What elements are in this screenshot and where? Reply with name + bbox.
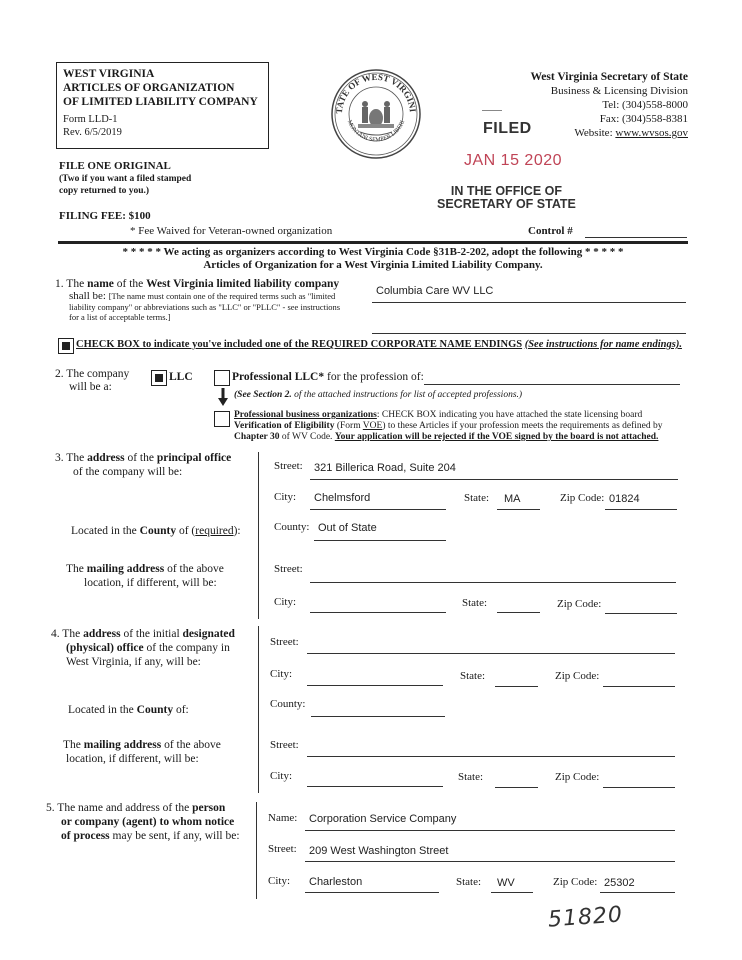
s4-street-field[interactable]: [307, 653, 675, 654]
form-title-box: [56, 62, 269, 149]
s3-county-prompt-d: required: [195, 525, 234, 537]
file-one-note2: copy returned to you.): [59, 186, 150, 196]
s3-mailing-2: location, if different, will be:: [84, 577, 217, 589]
professional-llc-label: Professional LLC*: [232, 371, 325, 383]
s3-zip-field[interactable]: [605, 509, 677, 510]
pbo-title: Professional business organizations: [234, 410, 377, 420]
s3-street-label: Street:: [274, 460, 303, 472]
s5-street-label: Street:: [268, 843, 297, 855]
s3-city-field[interactable]: [310, 509, 446, 510]
s4-mailing-c: of the above: [164, 739, 221, 751]
s4-mstreet-label: Street:: [270, 739, 299, 751]
section1-label-b: of the: [116, 278, 144, 290]
s3-street-field[interactable]: [310, 479, 678, 480]
s5-name-value[interactable]: Corporation Service Company: [309, 813, 457, 825]
llc-name-value[interactable]: Columbia Care WV LLC: [376, 285, 494, 297]
section3-number: 3.: [55, 452, 64, 464]
file-one-note1: (Two if you want a filed stamped: [59, 173, 192, 184]
llc-name-field-line2[interactable]: [372, 333, 686, 334]
s4-county-field[interactable]: [311, 716, 445, 717]
section1-note3: for a list of acceptable terms.]: [69, 312, 171, 322]
s5-zip-label: Zip Code:: [553, 876, 598, 888]
s3-mstreet-field[interactable]: [310, 582, 676, 583]
s3-county-field[interactable]: [314, 540, 446, 541]
name-ending-note: (See instructions for name endings).: [524, 339, 682, 350]
s3-county-label: County:: [274, 521, 310, 533]
section3-divider: [258, 452, 259, 619]
s3-city-value[interactable]: Chelmsford: [314, 492, 371, 504]
s4-mailing-b: mailing address: [83, 739, 162, 751]
section5-label2: or company (agent) to whom notice: [61, 816, 235, 828]
s4-state-label: State:: [460, 670, 486, 682]
s4-county-label: County:: [270, 698, 306, 710]
professional-llc-rest: for the profession of:: [327, 371, 424, 383]
website-label: Website:: [574, 127, 613, 139]
section1-note1: [The name must contain one of the required terms such as "limited: [108, 291, 336, 301]
office-fax: Fax: (304)558-8381: [599, 113, 688, 125]
s3-mzip-field[interactable]: [605, 613, 677, 614]
office-division: Business & Licensing Division: [550, 85, 688, 97]
s4-city-field[interactable]: [307, 685, 443, 686]
s4-mstate-field[interactable]: [495, 787, 538, 788]
s3-mzip-label: Zip Code:: [557, 598, 602, 610]
section4-label2b: of the company in: [146, 642, 230, 654]
form-title-line3: OF LIMITED LIABILITY COMPANY: [63, 96, 258, 108]
s5-street-value[interactable]: 209 West Washington Street: [309, 845, 449, 857]
s5-state-field[interactable]: [491, 892, 533, 893]
section2-number: 2.: [55, 368, 64, 380]
pbo-text3c: Your application will be rejected if the VOE signed by the board is not attached.: [334, 432, 659, 442]
control-label: Control #: [528, 225, 573, 237]
section2-label2: will be a:: [69, 381, 112, 393]
pbo-text2b: (Form: [336, 421, 361, 431]
section4-label2a: (physical) office: [66, 642, 144, 654]
section3-label2: of the company will be:: [73, 466, 183, 478]
section5-divider: [256, 802, 257, 899]
section1-label-a: The: [66, 278, 85, 290]
s4-mailing-a: The: [63, 739, 81, 751]
header-divider: [58, 241, 688, 244]
section1-label-name: name: [87, 278, 114, 290]
s5-street-field[interactable]: [305, 861, 675, 862]
stamp-office-line2: SECRETARY OF STATE: [437, 197, 576, 211]
s5-state-value[interactable]: WV: [497, 877, 515, 889]
seal-text-top: TATE OF WEST VIRGINI: [333, 71, 418, 115]
state-seal: [330, 68, 422, 160]
llc-label: LLC: [169, 371, 193, 383]
handwritten-annotation: 51820: [547, 902, 624, 933]
section5-label1a: The name and address of the: [57, 802, 190, 814]
name-ending-label: CHECK BOX to indicate you've included one of the REQUIRED CORPORATE NAME ENDINGS: [76, 339, 523, 350]
s3-mcity-field[interactable]: [310, 612, 446, 613]
s4-county-prompt-c: of:: [175, 704, 189, 716]
s4-mailing-2: location, if different, will be:: [66, 753, 199, 765]
s3-mstate-label: State:: [462, 597, 488, 609]
voe-checkbox[interactable]: [214, 411, 230, 427]
form-title-line2: ARTICLES OF ORGANIZATION: [63, 82, 235, 94]
s5-state-label: State:: [456, 876, 482, 888]
s3-county-prompt-e: ):: [233, 525, 241, 537]
s4-mstreet-field[interactable]: [307, 756, 675, 757]
s4-city-label: City:: [270, 668, 293, 680]
s3-mcity-label: City:: [274, 596, 297, 608]
s4-mstate-label: State:: [458, 771, 484, 783]
section3-label1c: of the: [127, 452, 154, 464]
file-one-original: FILE ONE ORIGINAL: [59, 160, 171, 172]
section4-divider: [258, 626, 259, 793]
s3-state-field[interactable]: [497, 509, 540, 510]
section1-note2: liability company" or abbreviations such as "LLC" or "PLLC" - see instructions: [69, 301, 341, 312]
llc-name-field[interactable]: [372, 302, 686, 303]
svg-text:STATE OF WEST VIRGINIA: [330, 68, 418, 114]
pbo-text3a: Chapter 30: [234, 432, 280, 442]
form-revision: Rev. 6/5/2019: [63, 127, 122, 138]
s4-street-label: Street:: [270, 636, 299, 648]
pbo-text2a: Verification of Eligibility: [234, 421, 335, 431]
s4-county-prompt-b: County: [136, 704, 174, 716]
section3-label1b: address: [87, 452, 125, 464]
s3-mstate-field[interactable]: [497, 612, 540, 613]
section5-label3a: of process: [61, 830, 110, 842]
filed-stamp: FILED: [483, 120, 532, 137]
form-number: Form LLD-1: [63, 114, 118, 125]
see-section-label: (See Section 2.: [234, 390, 292, 400]
s4-mcity-label: City:: [270, 770, 293, 782]
seal-text-bottom: MONTANI SEMPER LIBERI: [345, 119, 407, 144]
down-arrow-icon: [218, 388, 228, 406]
s4-mzip-field[interactable]: [603, 787, 675, 788]
llc-checkbox[interactable]: [151, 370, 167, 386]
section4-label1a: The: [62, 628, 81, 640]
section1-label-wv: West Virginia limited liability company: [146, 278, 340, 290]
section5-label3b: may be sent, if any, will be:: [112, 830, 240, 842]
s5-city-value[interactable]: Charleston: [309, 876, 363, 888]
s5-zip-value[interactable]: 25302: [604, 877, 635, 889]
s5-city-field[interactable]: [305, 892, 439, 893]
section4-number: 4.: [51, 628, 60, 640]
name-ending-checkbox[interactable]: [58, 338, 74, 354]
s3-city-label: City:: [274, 491, 297, 503]
see-section-rest: of the attached instructions for list of accepted professions.): [294, 390, 523, 400]
s3-state-value[interactable]: MA: [504, 493, 521, 505]
control-number-field[interactable]: [585, 237, 687, 238]
s3-zip-label: Zip Code:: [560, 492, 605, 504]
website-link[interactable]: www.wvsos.gov: [615, 127, 688, 139]
s5-name-field[interactable]: [305, 830, 675, 831]
s4-mzip-label: Zip Code:: [555, 771, 600, 783]
profession-field[interactable]: [424, 384, 680, 385]
s3-county-prompt-c: of (: [178, 525, 196, 537]
stamp-mark: [482, 110, 502, 111]
s3-mailing-b: mailing address: [86, 563, 165, 575]
filed-date-stamp: JAN 15 2020: [464, 152, 563, 169]
s3-county-value[interactable]: Out of State: [318, 522, 377, 534]
pbo-text3b: of WV Code.: [281, 432, 333, 442]
section3-label1a: The: [66, 452, 85, 464]
s3-street-value[interactable]: 321 Billerica Road, Suite 204: [314, 462, 456, 474]
s3-mailing-c: of the above: [167, 563, 224, 575]
s5-city-label: City:: [268, 875, 291, 887]
section4-label1c: of the initial: [123, 628, 180, 640]
section4-label1d: designated: [182, 628, 235, 640]
s3-county-prompt-b: County: [139, 525, 177, 537]
preamble-line2: Articles of Organization for a West Virginia Limited Liability Company.: [203, 258, 543, 271]
s4-zip-field[interactable]: [603, 686, 675, 687]
professional-llc-checkbox[interactable]: [214, 370, 230, 386]
section1-shall-be: shall be:: [69, 290, 106, 302]
s4-state-field[interactable]: [495, 686, 538, 687]
section5-number: 5.: [46, 802, 55, 814]
s3-mstreet-label: Street:: [274, 563, 303, 575]
pbo-text2c: ) to these Articles if your profession meets the requirements as defined by: [382, 421, 663, 431]
office-tel: Tel: (304)558-8000: [602, 99, 688, 111]
filing-fee: FILING FEE: $100: [59, 210, 151, 222]
section1-number: 1.: [55, 278, 64, 290]
s3-zip-value[interactable]: 01824: [609, 493, 640, 505]
preamble-line1: * * * * * We acting as organizers according to West Virginia Code §31B-2-202, adopt the following * * * * *: [122, 246, 624, 258]
s3-state-label: State:: [464, 492, 490, 504]
s3-county-prompt-a: Located in the: [71, 525, 137, 537]
section2-label1: The company: [66, 368, 130, 380]
fee-waived-note: * Fee Waived for Veteran-owned organization: [130, 225, 333, 237]
s4-mcity-field[interactable]: [307, 786, 443, 787]
section4-label1b: address: [83, 628, 121, 640]
pbo-voe-link[interactable]: VOE: [362, 421, 383, 431]
section3-label1d: principal office: [156, 452, 232, 464]
pbo-text1: : CHECK BOX indicating you have attached the state licensing board: [376, 410, 643, 420]
section4-label3: West Virginia, if any, will be:: [66, 656, 201, 668]
section5-label1b: person: [192, 802, 226, 814]
s3-mailing-a: The: [66, 563, 84, 575]
s4-county-prompt-a: Located in the: [68, 704, 134, 716]
s5-name-label: Name:: [268, 812, 298, 824]
form-title-line1: WEST VIRGINIA: [63, 68, 155, 80]
s4-zip-label: Zip Code:: [555, 670, 600, 682]
stamp-office-line1: IN THE OFFICE OF: [450, 184, 562, 198]
office-title: West Virginia Secretary of State: [530, 71, 688, 83]
s5-zip-field[interactable]: [600, 892, 675, 893]
